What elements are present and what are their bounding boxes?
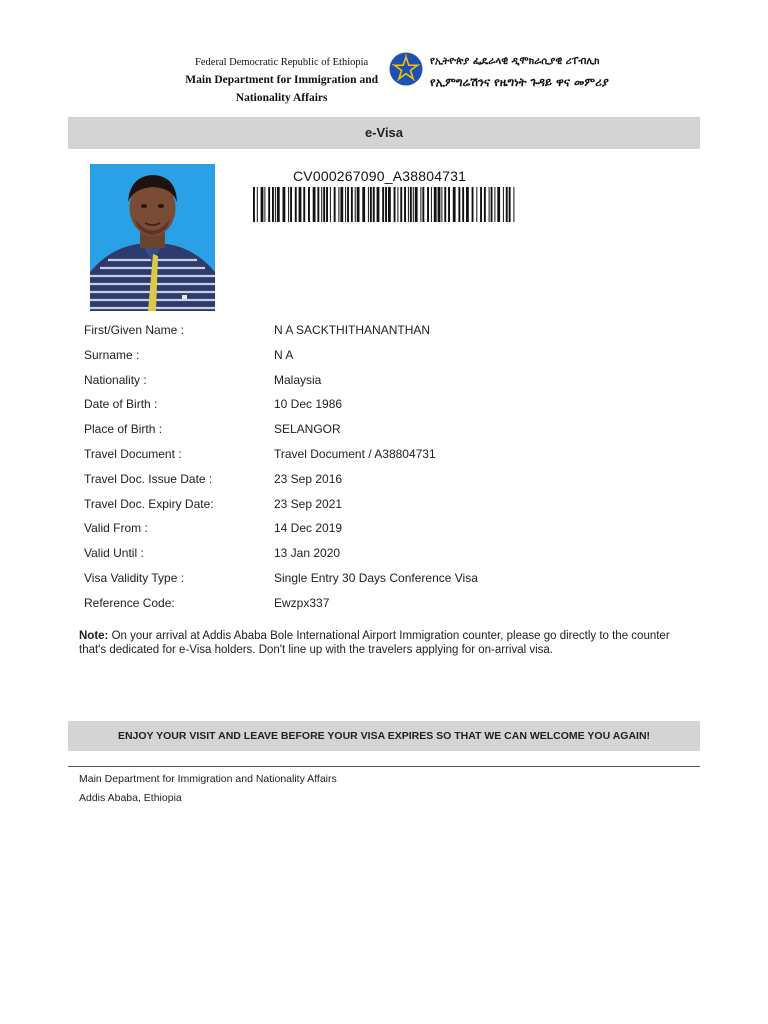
field-row xyxy=(84,393,684,418)
note-label: Note: xyxy=(79,630,109,642)
field-label: Valid From : xyxy=(84,521,148,536)
field-value: Single Entry 30 Days Conference Visa xyxy=(274,570,478,585)
field-label: Visa Validity Type : xyxy=(84,570,185,585)
field-label: First/Given Name : xyxy=(84,323,185,337)
field-value: 23 Sep 2021 xyxy=(274,496,343,511)
header-amharic-department: የኢምግሬሽንና የዜግነት ጉዳይ ዋና መምሪያ xyxy=(430,75,609,89)
field-row xyxy=(84,517,684,542)
field-value: Malaysia xyxy=(274,372,322,387)
header-english xyxy=(185,50,378,104)
footer-department: Main Department for Immigration and Nationality Affairs xyxy=(79,773,337,785)
field-value: 13 Jan 2020 xyxy=(274,546,341,561)
field-row xyxy=(84,542,684,567)
field-row xyxy=(84,344,684,369)
field-value: 23 Sep 2016 xyxy=(274,471,343,486)
field-label: Travel Document : xyxy=(84,446,182,461)
header-amharic-country: የኢትዮጵያ ፌዴራላዊ ዲሞክራሲያዊ ሪፐብሊክ xyxy=(430,56,600,67)
field-label: Date of Birth : xyxy=(84,397,158,412)
ethiopia-emblem-icon xyxy=(389,52,423,86)
field-row xyxy=(84,418,684,443)
field-row xyxy=(84,493,684,518)
field-label: Reference Code: xyxy=(84,595,175,610)
field-label: Travel Doc. Expiry Date: xyxy=(84,496,214,511)
field-value: N A SACKTHITHANANTHAN xyxy=(274,323,431,337)
field-label: Place of Birth : xyxy=(84,422,163,437)
field-row xyxy=(84,319,684,344)
field-row xyxy=(84,369,684,394)
visa-details-list xyxy=(84,319,684,617)
page-title: e-Visa xyxy=(68,117,700,149)
field-row xyxy=(84,592,684,617)
field-label: Travel Doc. Issue Date : xyxy=(84,471,213,486)
field-value: Ewzpx337 xyxy=(274,595,330,610)
field-row xyxy=(84,443,684,468)
field-value: SELANGOR xyxy=(274,422,341,437)
header-country: Federal Democratic Republic of Ethiopia xyxy=(195,57,369,68)
header-department-line1: Main Department for Immigration and xyxy=(185,74,378,86)
field-label: Surname : xyxy=(84,347,140,362)
field-label: Valid Until : xyxy=(84,546,144,561)
field-row xyxy=(84,468,684,493)
field-label: Nationality : xyxy=(84,372,147,387)
visa-barcode xyxy=(253,187,517,222)
header-amharic xyxy=(430,50,609,90)
footer-city: Addis Ababa, Ethiopia xyxy=(79,792,182,804)
farewell-banner: ENJOY YOUR VISIT AND LEAVE BEFORE YOUR VISA EXPIRES SO THAT WE CAN WELCOME YOU AGAIN! xyxy=(68,721,700,751)
applicant-photo xyxy=(90,164,215,311)
arrival-note xyxy=(79,629,679,657)
footer-divider xyxy=(68,766,700,767)
visa-reference-number: CV000267090_A38804731 xyxy=(293,168,467,184)
document-header xyxy=(0,50,768,114)
note-text: On your arrival at Addis Ababa Bole International Airport Immigration counter, please go directly to the counter that's dedicated for e-Visa holders. Don't line up with the travelers applying for on-arrival visa. xyxy=(79,630,670,656)
field-row xyxy=(84,567,684,592)
field-value: 10 Dec 1986 xyxy=(274,397,343,412)
header-department-line2: Nationality Affairs xyxy=(235,92,328,104)
field-value: N A xyxy=(274,347,294,362)
field-value: Travel Document / A38804731 xyxy=(274,446,436,461)
field-value: 14 Dec 2019 xyxy=(274,521,343,536)
